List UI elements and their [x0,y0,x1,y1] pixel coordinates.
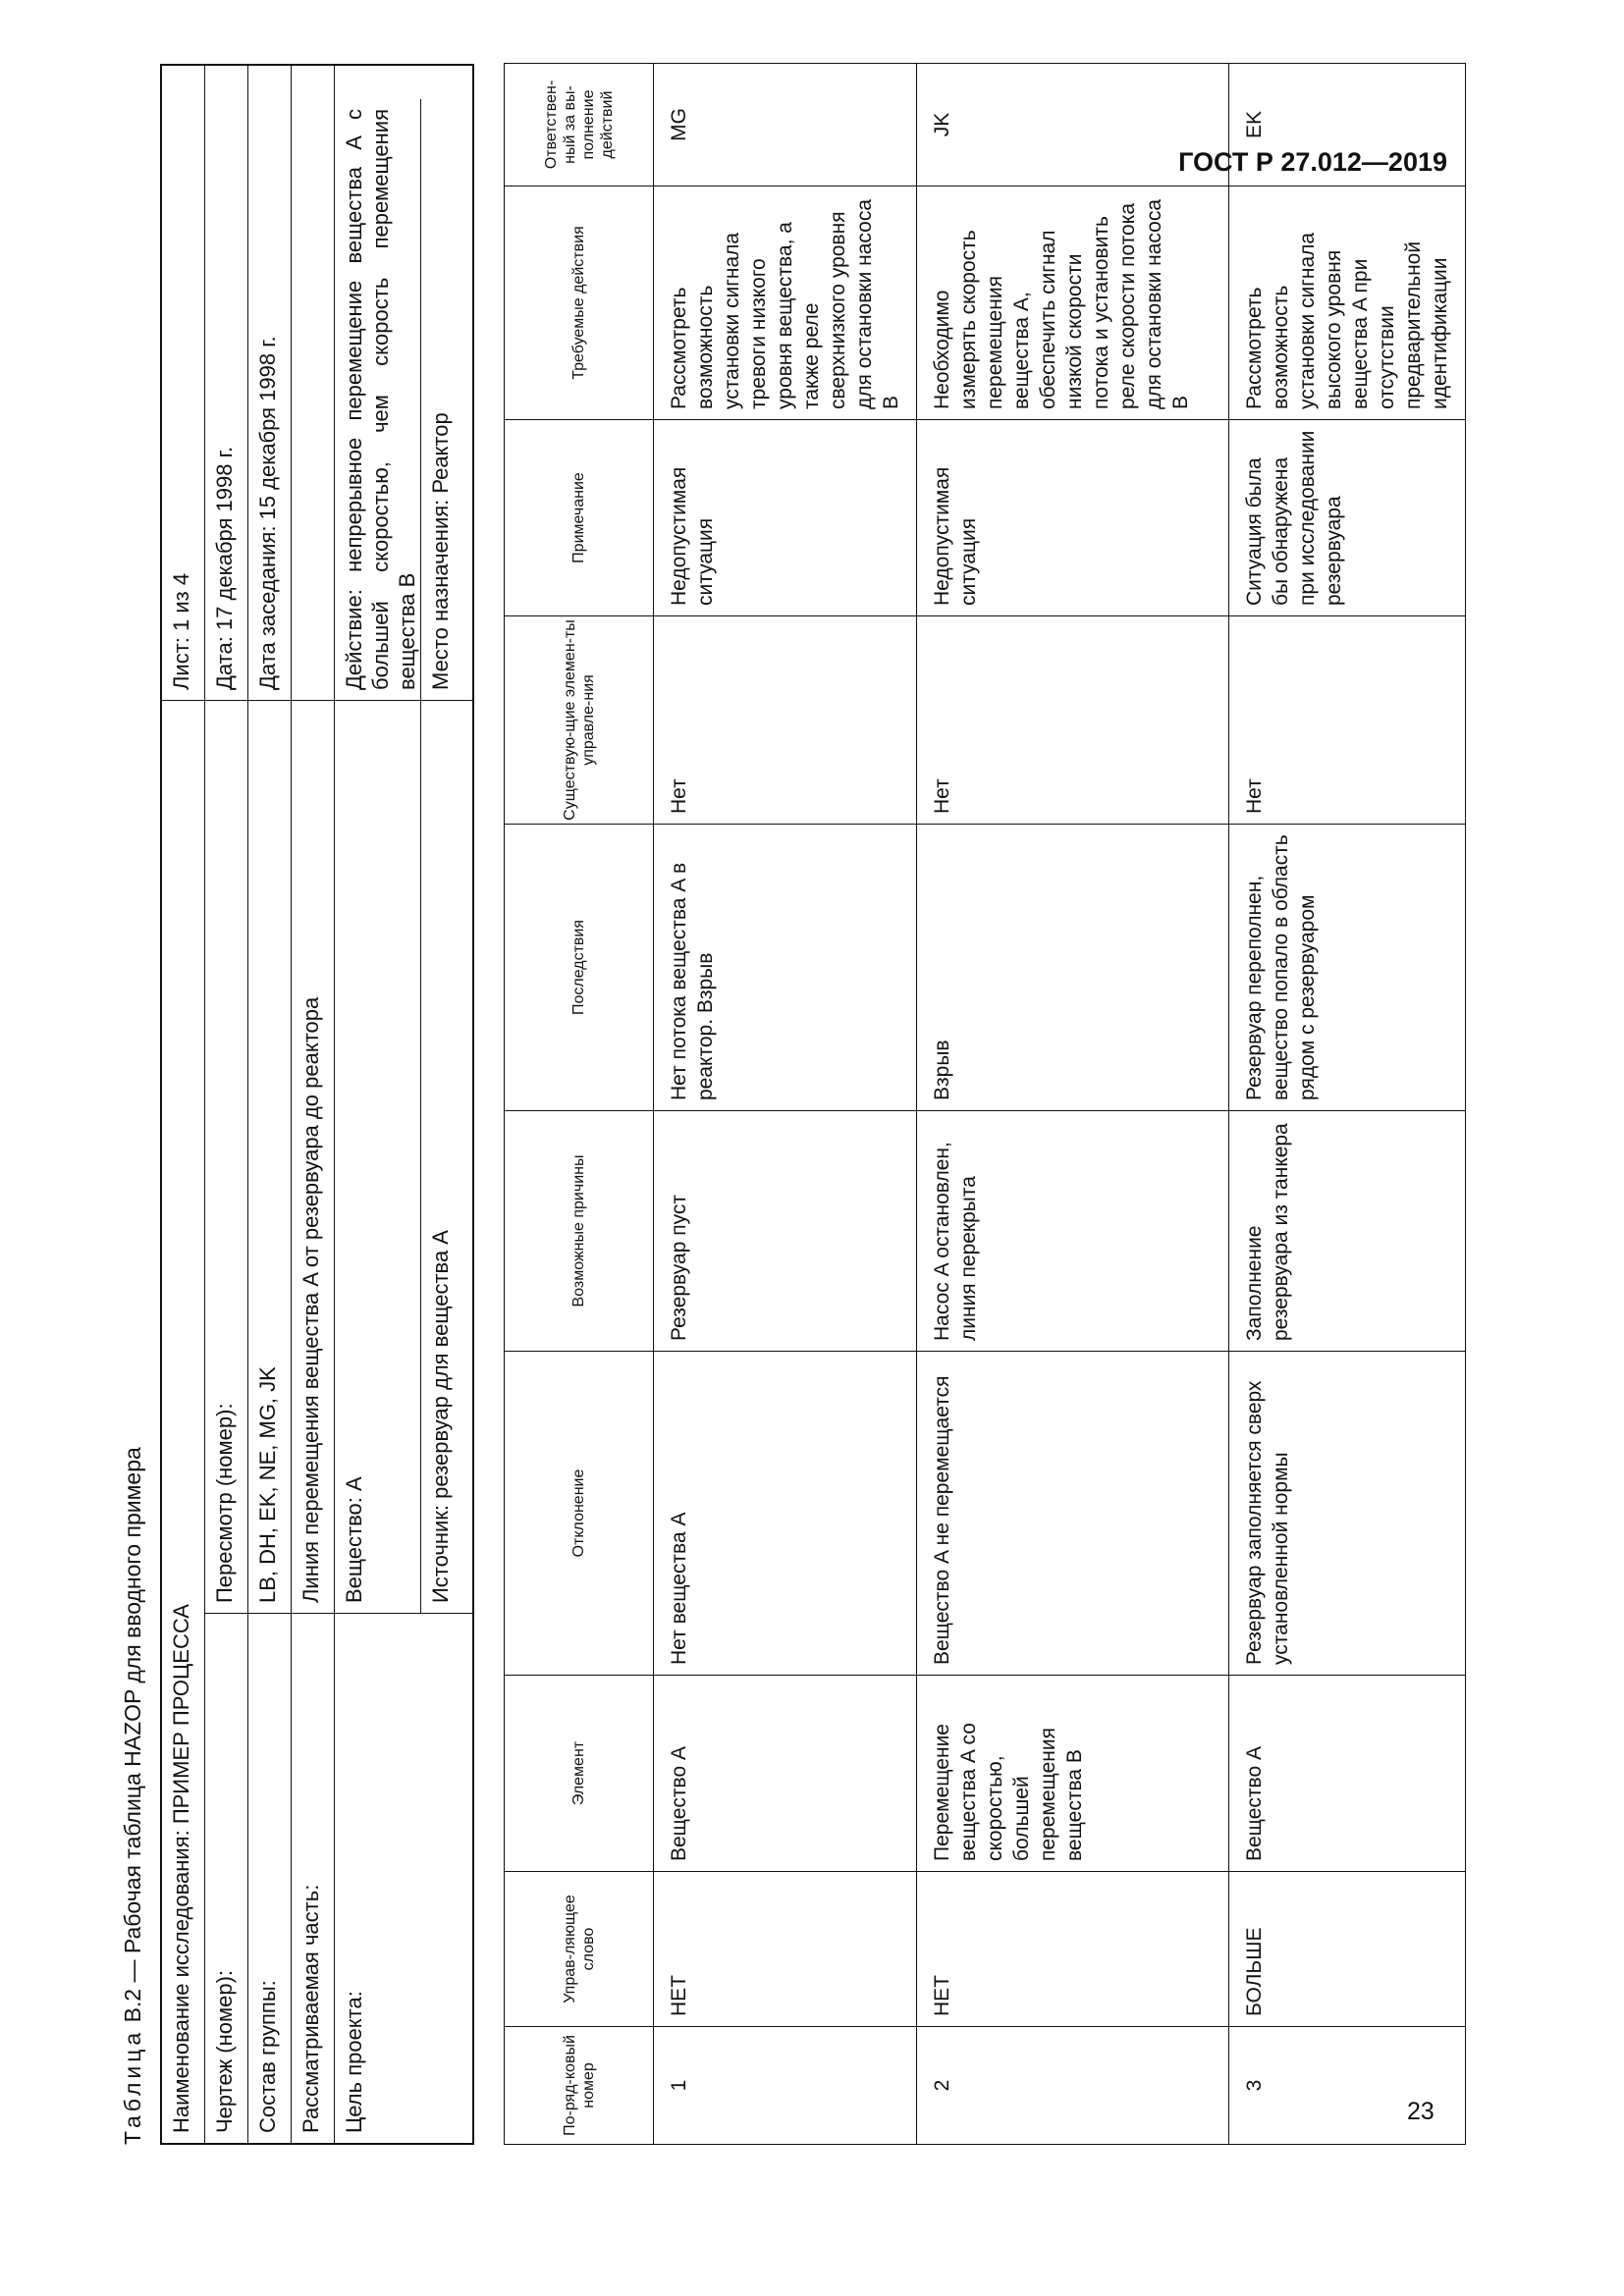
controls: Нет [654,616,917,825]
col-controls: Существую-щие элемен-ты управле-ния [505,616,654,825]
caption-prefix: Таблица [120,2028,145,2145]
consequences: Взрыв [917,825,1229,1111]
source: Источник: резервуар для вещества A [421,700,472,1613]
col-number: По-ряд-ковый номер [505,2027,654,2145]
action: Действие: непрерывное перемещение вещества A с большей скоростью, чем скорость перемещения вещества B [342,109,419,690]
row-number: 1 [654,2027,917,2145]
note: Недопустимая ситуация [917,420,1229,616]
team-members: LB, DH, EK, NE, MG, JK [248,700,291,1613]
causes: Резервуар пуст [654,1111,917,1352]
responsible: JK [917,64,1229,187]
col-deviation: Отклонение [505,1352,654,1676]
header-row-drawing [205,66,248,2143]
drawing-number: Чертеж (номер): [205,1613,247,2143]
col-responsible: Ответствен-ный за вы-полнение действий [505,64,654,187]
table-row [654,64,917,2145]
note: Недопустимая ситуация [654,420,917,616]
substance: Вещество: A [335,700,420,1613]
guide-word: НЕТ [654,1872,917,2027]
table-row [1229,64,1466,2145]
causes: Заполнение резервуара из танкера [1229,1111,1466,1352]
deviation: Вещество A не перемещается [917,1352,1229,1676]
element: Перемещение вещества A со скоростью, большей перемещения вещества B [917,1676,1229,1872]
table-header-row [505,64,654,2145]
revision-number: Пересмотр (номер): [205,700,247,1613]
guide-word: НЕТ [917,1872,1229,2027]
deviation: Резервуар заполняется сверх установленной нормы [1229,1352,1466,1676]
study-date: Дата: 17 декабря 1998 г. [212,446,237,690]
actions: Необходимо измерять скорость перемещения вещества A, обеспечить сигнал низкой скорости потока и установить реле скорости потока для остановки насоса B [917,187,1229,420]
deviation: Нет вещества A [654,1352,917,1676]
destination: Место назначения: Реактор [428,412,453,690]
col-element: Элемент [505,1676,654,1872]
header-row-goal [335,66,472,2143]
actions: Рассмотреть возможность установки сигнала тревоги низкого уровня вещества, а также реле сверхнизкого уровня для остановки насоса B [654,187,917,420]
table-caption [113,1447,152,2145]
caption-text: В.2 — Рабочая таблица HAZOP для вводного примера [120,1447,145,2029]
table-row [917,64,1229,2145]
meeting-date: Дата заседания: 15 декабря 1998 г. [255,336,280,690]
part-label: Рассматриваемая часть: [292,1613,334,2143]
hazop-table [504,63,1466,2145]
col-guide-word: Управ-ляющее слово [505,1872,654,2027]
goal-bottom [421,99,472,1613]
responsible: MG [654,64,917,187]
col-note: Примечание [505,420,654,616]
goal-block [335,99,472,1613]
team-label: Состав группы: [248,1613,291,2143]
row-number: 2 [917,2027,1229,2145]
row-number: 3 [1229,2027,1466,2145]
rotated-table-block [113,64,1451,2145]
guide-word: БОЛЬШЕ [1229,1872,1466,2027]
study-header [160,64,474,2145]
sheet-number: Лист: 1 из 4 [169,572,193,690]
goal-top [335,99,421,1613]
element: Вещество A [1229,1676,1466,1872]
actions: Рассмотреть возможность установки сигнала высокого уровня вещества A при отсутствии предварительной идентификации [1229,187,1466,420]
controls: Нет [917,616,1229,825]
responsible: EK [1229,64,1466,187]
col-actions: Требуемые действия [505,187,654,420]
header-row-team [248,66,292,2143]
controls: Нет [1229,616,1466,825]
col-causes: Возможные причины [505,1111,654,1352]
part-value: Линия перемещения вещества A от резервуара до реактора [292,700,334,1613]
header-row-part [292,66,335,2143]
goal-label: Цель проекта: [335,1613,472,2143]
element: Вещество A [654,1676,917,1872]
page-number: 23 [1407,2098,1435,2125]
part-empty [292,66,334,700]
study-name: Наименование исследования: ПРИМЕР ПРОЦЕССА [162,700,204,2143]
col-consequences: Последствия [505,825,654,1111]
consequences: Нет потока вещества A в реактор. Взрыв [654,825,917,1111]
causes: Насос A остановлен, линия перекрыта [917,1111,1229,1352]
consequences: Резервуар переполнен, вещество попало в область рядом с резервуаром [1229,825,1466,1111]
header-row-name [162,66,205,2143]
note: Ситуация была бы обнаружена при исследовании резервуара [1229,420,1466,616]
document-code: ГОСТ Р 27.012—2019 [1178,147,1447,177]
